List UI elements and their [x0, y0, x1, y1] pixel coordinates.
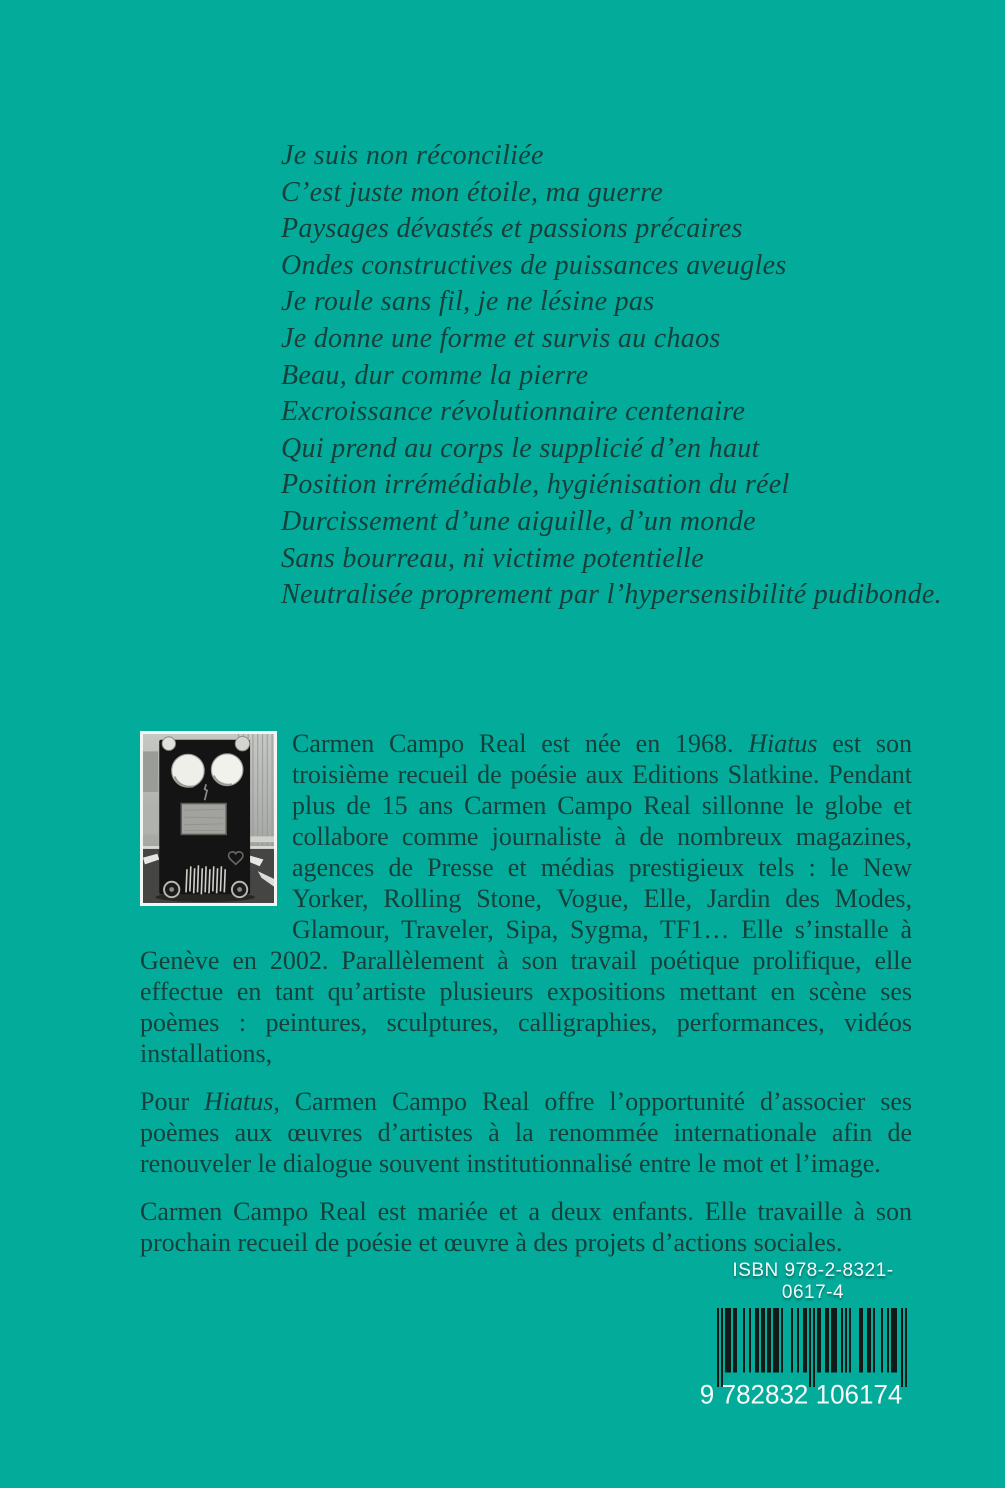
isbn-label: ISBN 978-2-8321-0617-4	[732, 1260, 894, 1303]
poem-line: Neutralisée proprement par l’hypersensibilité pudibonde.	[281, 579, 942, 611]
bio-text: est son troisième recueil de poésie aux Editions Slatkine. Pendant plus de 15 ans Carmen Campo Real sillonne le globe et collabore comme journaliste à de nombreux magazines, agences de Presse et médias prestigieux tels : le New Yorker, Rolling Stone, Vogue, Elle, Jardin des Modes, Glamour, Traveler, Sipa, Sygma, TF1… Elle s’installe à Genève en 2002. Parallèlement à son travail poétique prolifique, elle effectue en tant qu’artiste plusieurs expositions mettant en scène ses poèmes : peintures, sculptures, calligraphies, performances, vidéos installations,	[140, 729, 912, 1068]
poem-line: Beau, dur comme la pierre	[281, 359, 589, 391]
poem-line: C’est juste mon étoile, ma guerre	[281, 176, 664, 208]
poem-line: Je roule sans fil, je ne lésine pas	[281, 286, 655, 318]
author-photo	[140, 731, 277, 906]
book-title-italic: Hiatus	[748, 729, 818, 758]
poem-line: Sans bourreau, ni victime potentielle	[281, 542, 704, 574]
barcode-svg	[697, 1308, 909, 1412]
barcode-digits-left: 782832	[721, 1379, 809, 1410]
poem-line: Durcissement d’une aiguille, d’un monde	[281, 505, 756, 537]
barcode-digits-right: 106174	[815, 1379, 903, 1410]
bio-text: Carmen Campo Real est mariée et a deux enfants. Elle travaille à son prochain recueil de poésie et œuvre à des projets d’actions sociales.	[140, 1197, 912, 1257]
poem-line: Ondes constructives de puissances aveugles	[281, 249, 787, 281]
poem-line: Excroissance révolutionnaire centenaire	[281, 396, 746, 428]
bio-section	[140, 728, 912, 1258]
isbn-barcode	[697, 1260, 911, 1412]
poem-line: Paysages dévastés et passions précaires	[281, 213, 743, 245]
poem-line: Je suis non réconciliée	[281, 140, 544, 171]
bio-paragraph	[140, 1196, 912, 1258]
bio-text: Carmen Campo Real est née en 1968.	[292, 729, 749, 758]
poem-line: Qui prend au corps le supplicié d’en haut	[281, 432, 760, 464]
barcode-bars	[717, 1308, 907, 1387]
bio-text: , Carmen Campo Real offre l’opportunité d’associer ses poèmes aux œuvres d’artistes à la renommée internationale afin de renouveler le dialogue souvent institutionnalisé entre le mot et l’image.	[140, 1087, 912, 1178]
poem-line: Je donne une forme et survis au chaos	[281, 322, 721, 354]
poem	[281, 138, 942, 614]
author-photo-image	[143, 734, 274, 903]
bio-text: Pour	[140, 1087, 204, 1116]
book-title-italic: Hiatus	[204, 1087, 274, 1116]
barcode-digit-first: 9	[699, 1379, 715, 1410]
bio-paragraph	[140, 1086, 912, 1179]
poem-line: Position irrémédiable, hygiénisation du réel	[281, 469, 790, 501]
